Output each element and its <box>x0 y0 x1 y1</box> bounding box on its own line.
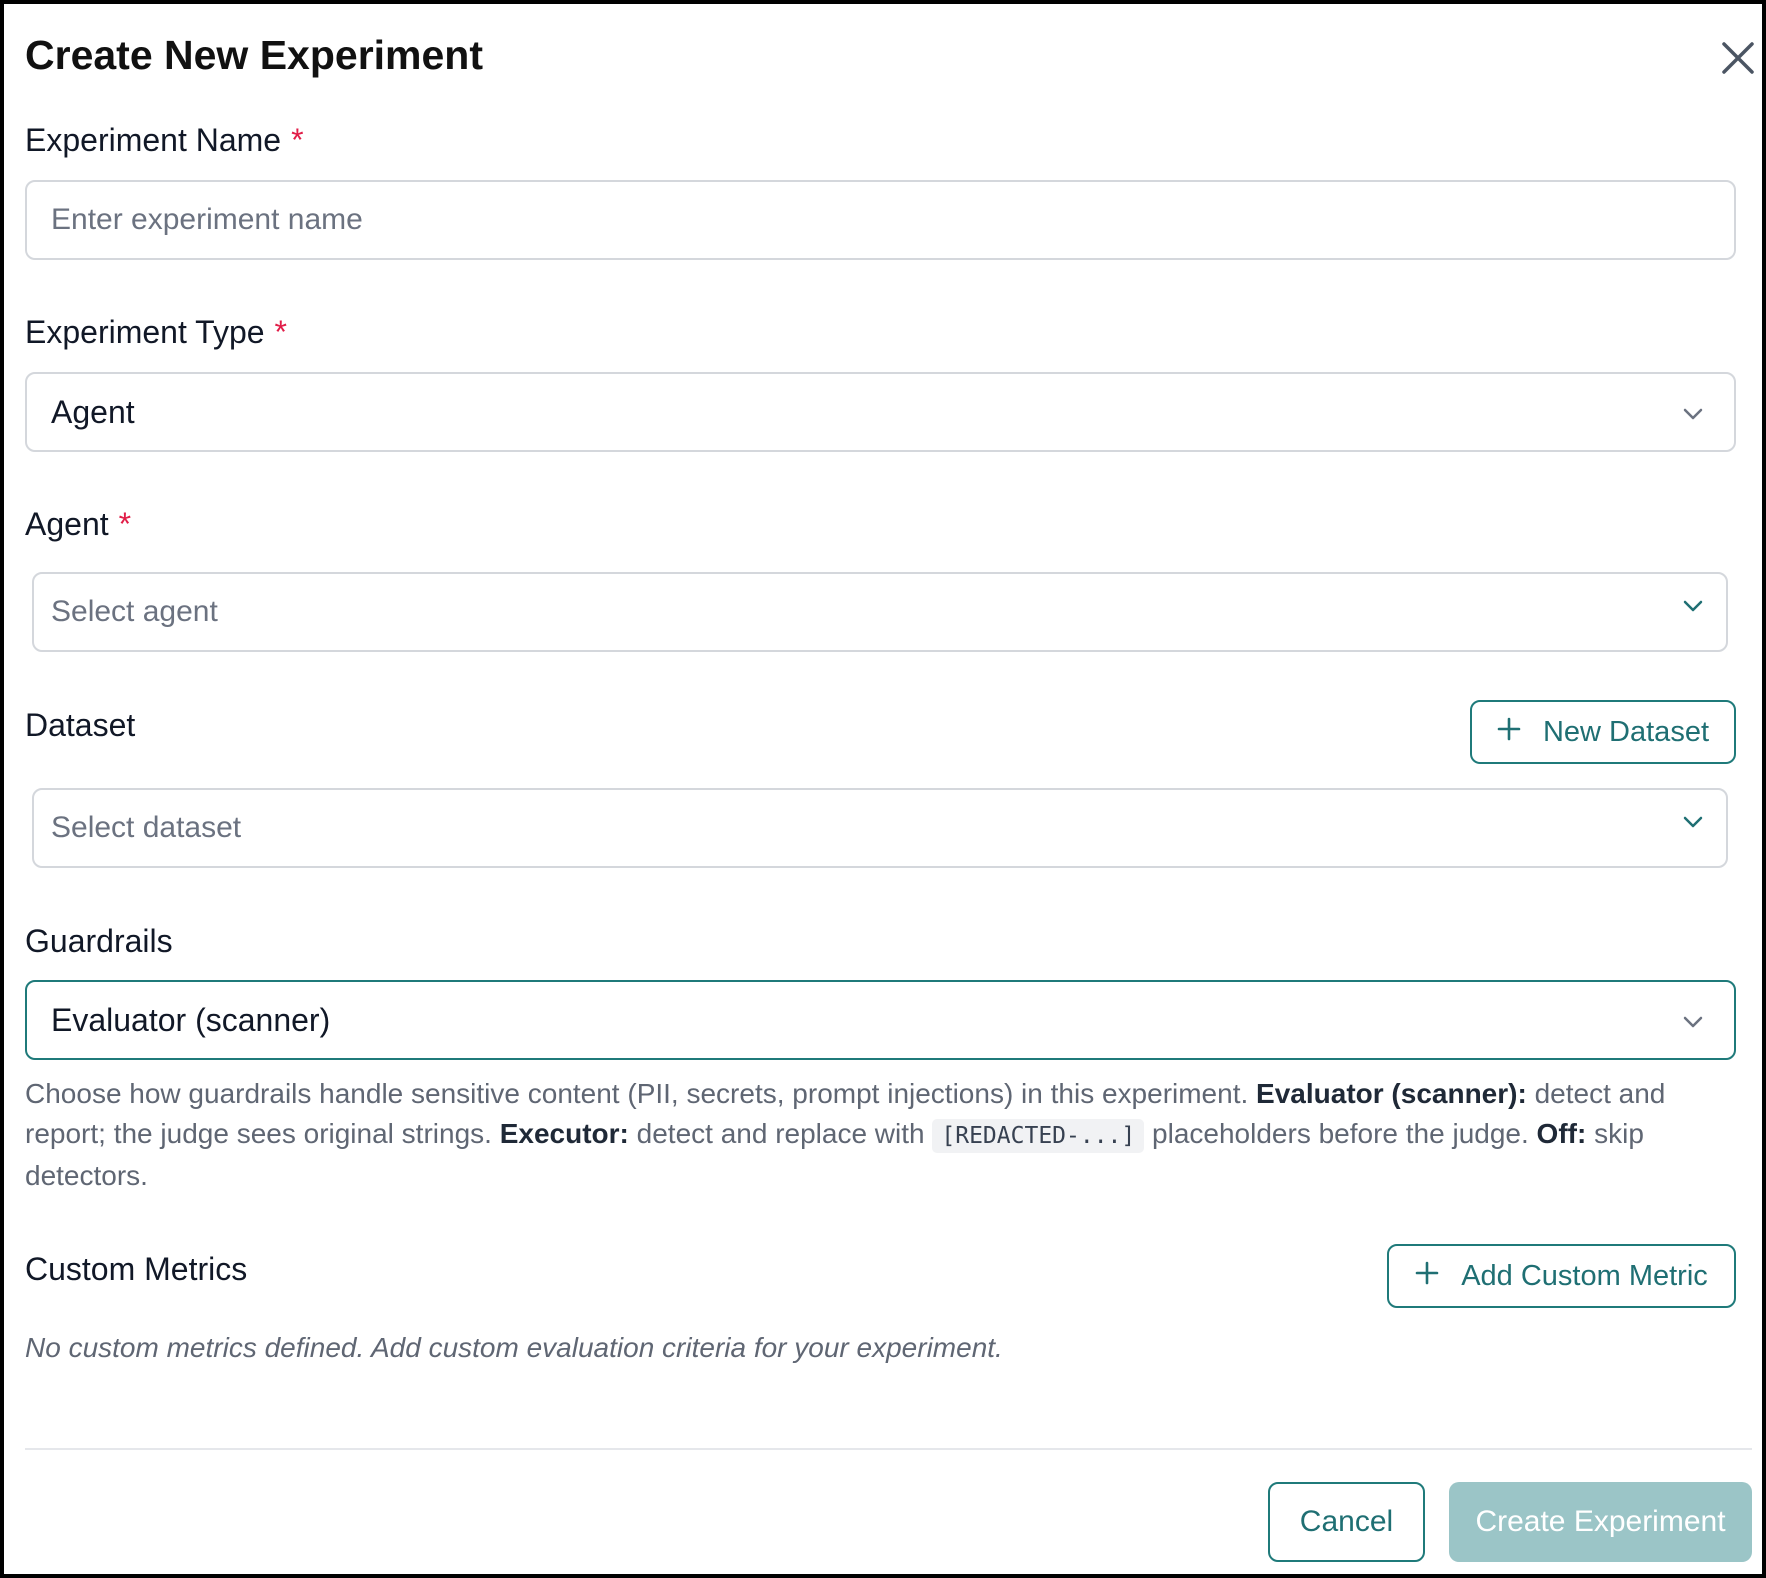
add-custom-metric-button-label: Add Custom Metric <box>1461 1259 1708 1292</box>
add-custom-metric-button[interactable] <box>1387 1244 1736 1308</box>
guardrails-select[interactable] <box>25 980 1736 1060</box>
chevron-down-icon <box>1682 395 1704 429</box>
help-evaluator-desc: detect and report; the judge sees original strings. <box>25 1078 1666 1149</box>
experiment-name-label-text: Experiment Name <box>25 122 282 158</box>
modal-title: Create New Experiment <box>25 32 484 78</box>
redacted-code: [REDACTED-...] <box>932 1119 1144 1153</box>
cancel-button[interactable]: Cancel <box>1268 1482 1425 1562</box>
chevron-down-icon <box>1682 803 1704 837</box>
guardrails-label: Guardrails <box>25 923 173 959</box>
help-executor-term: Executor: <box>499 1118 629 1149</box>
experiment-name-placeholder: Enter experiment name <box>51 203 363 236</box>
guardrails-help-text <box>25 1074 1735 1196</box>
plus-icon <box>1497 716 1521 749</box>
required-marker: * <box>274 314 287 350</box>
help-executor-desc: detect and replace with <box>636 1118 925 1149</box>
agent-label <box>25 506 131 543</box>
help-off-term: Off: <box>1536 1118 1587 1149</box>
chevron-down-icon <box>1682 1003 1704 1037</box>
dataset-label: Dataset <box>25 707 136 743</box>
new-dataset-button-label: New Dataset <box>1542 715 1709 748</box>
guardrails-value: Evaluator (scanner) <box>51 1001 331 1038</box>
agent-label-text: Agent <box>25 506 109 542</box>
required-marker: * <box>118 506 132 542</box>
experiment-name-label <box>25 122 304 159</box>
custom-metrics-label: Custom Metrics <box>25 1251 248 1287</box>
help-evaluator-term: Evaluator (scanner): <box>1256 1078 1527 1109</box>
help-intro: Choose how guardrails handle sensitive content (PII, secrets, prompt injections) in this experiment. <box>25 1078 1249 1109</box>
new-dataset-button[interactable] <box>1470 700 1736 764</box>
experiment-type-select[interactable] <box>25 372 1736 452</box>
experiment-name-input[interactable] <box>25 180 1736 260</box>
agent-select[interactable] <box>32 572 1728 652</box>
experiment-type-value: Agent <box>51 393 135 430</box>
chevron-down-icon <box>1682 587 1704 621</box>
dataset-select[interactable] <box>32 788 1728 868</box>
experiment-type-label-text: Experiment Type <box>25 314 265 350</box>
footer-divider <box>25 1448 1752 1450</box>
dataset-placeholder: Select dataset <box>51 811 242 844</box>
agent-placeholder: Select agent <box>51 595 218 628</box>
help-off-desc: skip detectors. <box>25 1118 1644 1191</box>
required-marker: * <box>291 122 304 158</box>
plus-icon <box>1415 1260 1439 1293</box>
create-experiment-button[interactable]: Create Experiment <box>1449 1482 1752 1562</box>
custom-metrics-empty-text: No custom metrics defined. Add custom evaluation criteria for your experiment. <box>25 1332 1003 1363</box>
experiment-type-label <box>25 314 287 351</box>
help-executor-desc-after: placeholders before the judge. <box>1152 1118 1529 1149</box>
close-icon[interactable] <box>1716 36 1760 80</box>
